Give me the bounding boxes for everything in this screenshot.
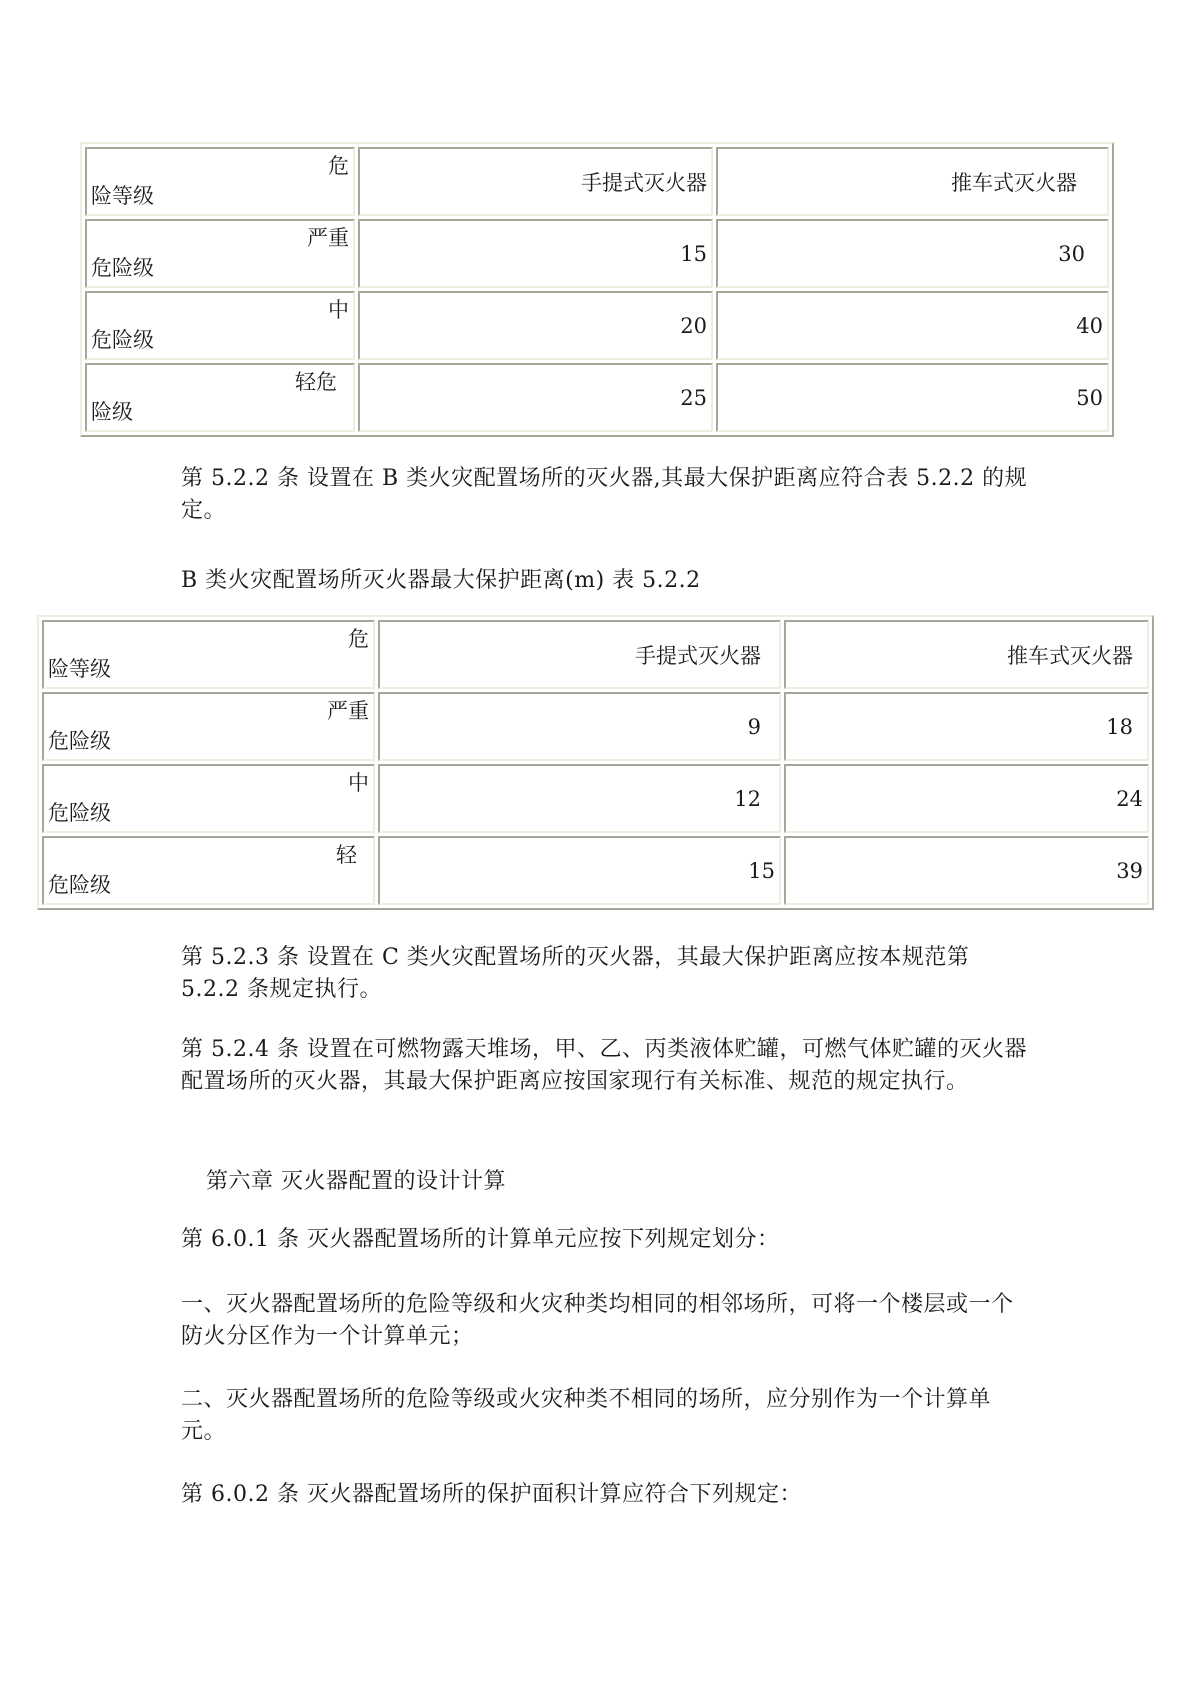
clause-5-2-4: 第 5.2.4 条 设置在可燃物露天堆场，甲、乙、丙类液体贮罐，可燃气体贮罐的灭火器配置场所的灭火器，其最大保护距离应按国家现行有关标准、规范的规定执行。 [181, 1037, 1027, 1094]
portable-distance: 9 [378, 692, 781, 761]
hazard-level-bottom: 危险级 [48, 729, 111, 753]
table-row [42, 692, 1149, 761]
hazard-level-top: 严重 [307, 226, 349, 250]
hazard-level-top: 中 [348, 771, 369, 795]
clause-6-0-1-item-2: 二、灭火器配置场所的危险等级或火灾种类不相同的场所，应分别作为一个计算单元。 [181, 1387, 992, 1444]
table-row [85, 363, 1109, 432]
hazard-level-cell [42, 764, 375, 833]
wheeled-distance: 40 [716, 291, 1109, 360]
hazard-level-bottom: 危险级 [91, 256, 154, 280]
portable-distance: 15 [378, 836, 781, 905]
hazard-level-cell [85, 219, 355, 288]
header-hazard-level-bottom: 险等级 [48, 657, 111, 681]
header-wheeled: 推车式灭火器 [716, 147, 1109, 216]
hazard-level-bottom: 险级 [91, 400, 133, 424]
header-wheeled: 推车式灭火器 [784, 620, 1149, 689]
header-hazard-level [85, 147, 355, 216]
hazard-level-cell [85, 291, 355, 360]
table-row [85, 291, 1109, 360]
wheeled-distance: 18 [784, 692, 1149, 761]
table-caption-5-2-2: B 类火灾配置场所灭火器最大保护距离(m) 表 5.2.2 [181, 568, 701, 593]
table-row [85, 219, 1109, 288]
table-row [42, 836, 1149, 905]
hazard-level-bottom: 危险级 [48, 801, 111, 825]
wheeled-distance: 30 [716, 219, 1109, 288]
clause-6-0-1: 第 6.0.1 条 灭火器配置场所的计算单元应按下列规定划分： [181, 1227, 780, 1252]
wheeled-distance: 39 [784, 836, 1149, 905]
hazard-level-cell [42, 836, 375, 905]
header-hazard-level-bottom: 险等级 [91, 184, 154, 208]
portable-distance: 20 [358, 291, 713, 360]
clause-6-0-1-item-1: 一、灭火器配置场所的危险等级和火灾种类均相同的相邻场所，可将一个楼层或一个防火分区作为一个计算单元； [181, 1292, 1014, 1349]
hazard-level-top: 中 [328, 298, 349, 322]
wheeled-distance: 50 [716, 363, 1109, 432]
header-portable: 手提式灭火器 [378, 620, 781, 689]
table-header-row [42, 620, 1149, 689]
table-row [42, 764, 1149, 833]
protection-distance-table-a [80, 142, 1114, 437]
portable-distance: 12 [378, 764, 781, 833]
hazard-level-top: 轻危 [295, 370, 337, 394]
header-hazard-level [42, 620, 375, 689]
hazard-level-cell [85, 363, 355, 432]
header-hazard-level-top: 危 [348, 627, 369, 651]
clause-5-2-2: 第 5.2.2 条 设置在 B 类火灾配置场所的灭火器,其最大保护距离应符合表 5.2.2 的规定。 [181, 466, 1028, 523]
hazard-level-top: 轻 [336, 843, 357, 867]
wheeled-distance: 24 [784, 764, 1149, 833]
hazard-level-top: 严重 [327, 699, 369, 723]
portable-distance: 15 [358, 219, 713, 288]
chapter-6-heading: 第六章 灭火器配置的设计计算 [206, 1169, 506, 1194]
hazard-level-bottom: 危险级 [91, 328, 154, 352]
protection-distance-table-b [37, 615, 1154, 910]
header-portable: 手提式灭火器 [358, 147, 713, 216]
clause-6-0-2: 第 6.0.2 条 灭火器配置场所的保护面积计算应符合下列规定： [181, 1482, 802, 1507]
hazard-level-cell [42, 692, 375, 761]
hazard-level-bottom: 危险级 [48, 873, 111, 897]
clause-5-2-3: 第 5.2.3 条 设置在 C 类火灾配置场所的灭火器，其最大保护距离应按本规范第 5.2.2 条规定执行。 [181, 945, 970, 1002]
table-header-row [85, 147, 1109, 216]
portable-distance: 25 [358, 363, 713, 432]
header-hazard-level-top: 危 [328, 154, 349, 178]
